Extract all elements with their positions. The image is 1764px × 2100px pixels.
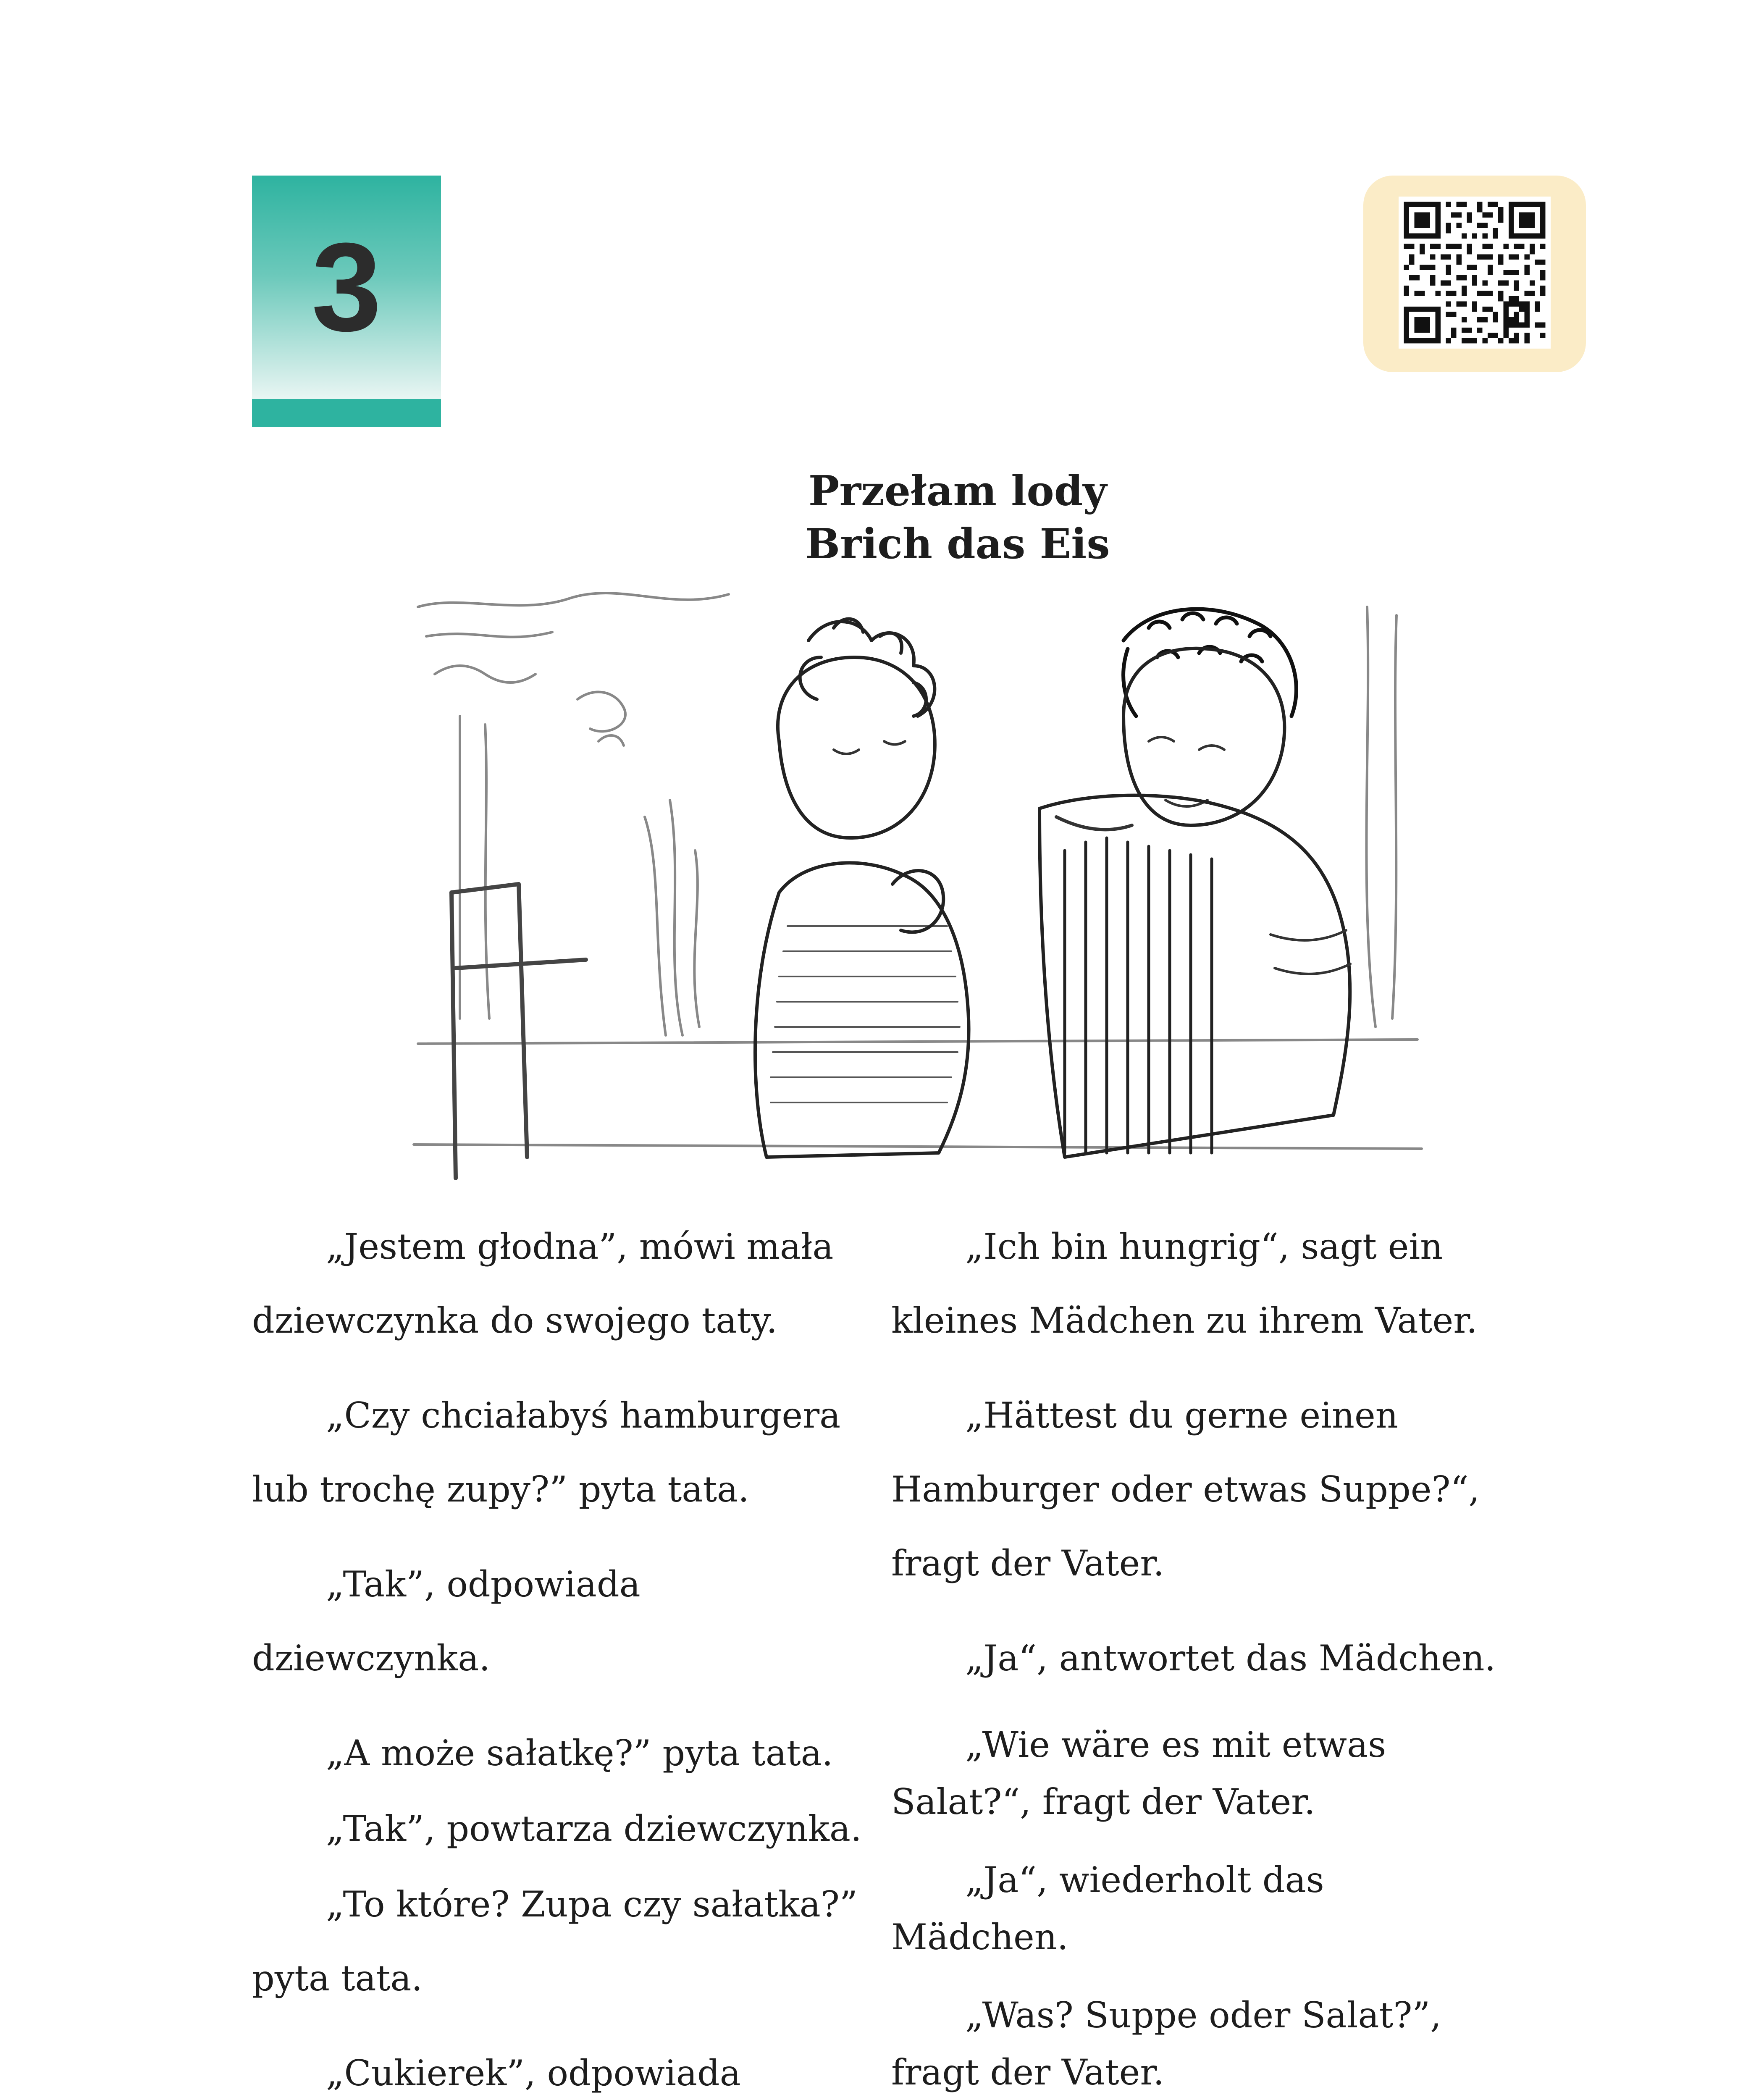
polish-paragraph: „Jestem głodna”, mówi mała dziewczynka do swojego taty. [252,1226,834,1341]
german-paragraph: „Hättest du gerne einen Hamburger oder etwas Suppe?“, fragt der Vater. [891,1395,1480,1584]
qr-code-frame [1363,176,1586,372]
chapter-number: 3 [311,216,382,357]
polish-paragraph: „Czy chciałabyś hamburgera lub trochę zupy?” pyta tata. [252,1395,841,1510]
german-paragraph: „Ja“, antwortet das Mädchen. [965,1638,1496,1679]
polish-text-column [252,1210,869,2100]
polish-paragraph: „To które? Zupa czy sałatka?” pyta tata. [252,1884,858,1999]
german-paragraph: „Was? Suppe oder Salat?”, fragt der Vater. [891,1995,1441,2093]
story-title-german: Brich das Eis [805,520,1110,568]
qr-code-icon[interactable] [1399,197,1551,349]
illustration-father-and-daughter [410,590,1430,1182]
german-paragraph: „Ich bin hungrig“, sagt ein kleines Mädchen zu ihrem Vater. [891,1226,1478,1341]
story-title-polish: Przełam lody [808,467,1107,515]
german-paragraph: „Ja“, wiederholt das Mädchen. [891,1859,1324,1958]
polish-paragraph: „Tak”, powtarza dziewczynka. [326,1808,862,1849]
german-text-column [891,1210,1509,2100]
german-paragraph: „Wie wäre es mit etwas Salat?“, fragt der Vater. [891,1724,1386,1822]
chapter-number-block [252,176,441,427]
polish-paragraph: „A może sałatkę?” pyta tata. [326,1732,833,1774]
polish-paragraph: „Cukierek”, odpowiada [326,2053,741,2094]
polish-paragraph: „Tak”, odpowiada dziewczynka. [252,1564,640,1679]
